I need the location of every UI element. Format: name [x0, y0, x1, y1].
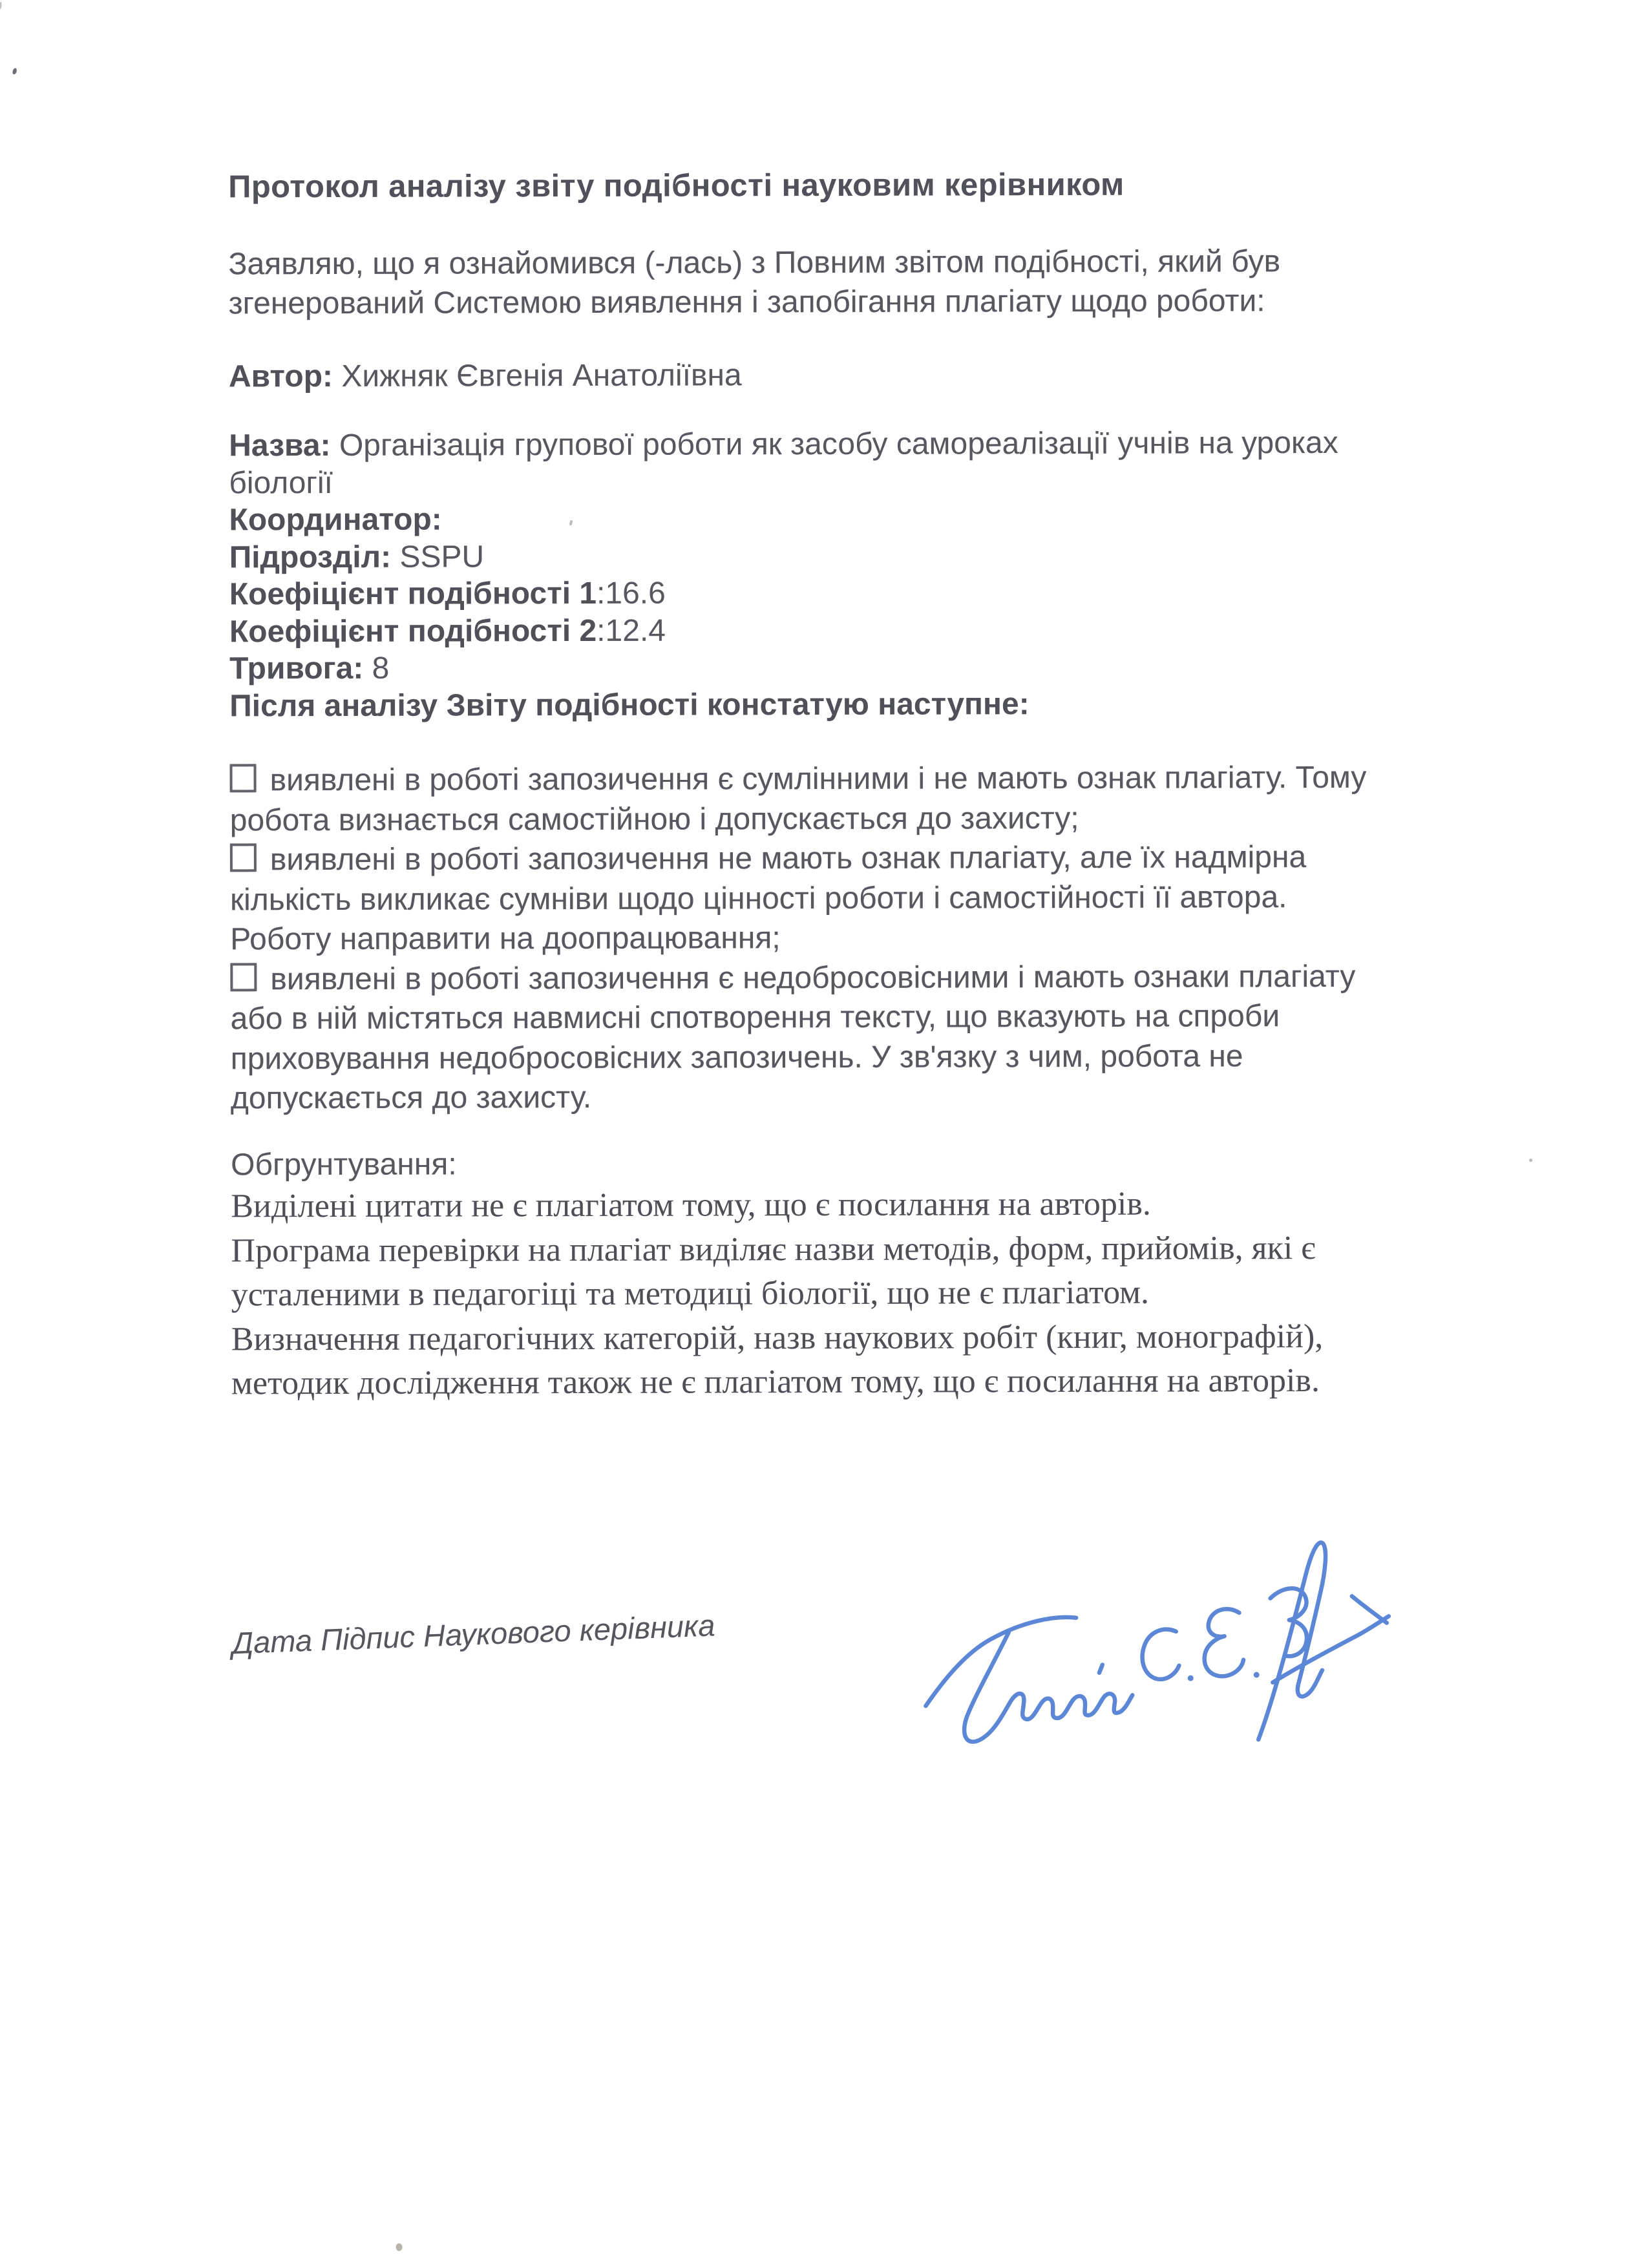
author-line: [229, 356, 742, 396]
option-line: виявлені в роботі запозичення не мають ознак плагіату, але їх надмірна: [230, 837, 1367, 880]
scan-speck: [12, 68, 17, 75]
intro-line: згенерований Системою виявлення і запобігання плагіату щодо роботи:: [228, 284, 1265, 321]
author-line-text: [229, 356, 742, 396]
field-label: Коефіцієнт подібності 1: [229, 576, 597, 612]
checkbox-icon: [229, 764, 256, 792]
field-line: [229, 425, 1338, 465]
option-line: Роботу направити на доопрацювання;: [230, 921, 781, 957]
field-label: Після аналізу Звіту подібності констатую наступне:: [229, 686, 1030, 723]
option-line: виявлені в роботі запозичення є сумлінними і не мають ознак плагіату. Тому: [229, 758, 1366, 801]
option-line: робота визнається самостійною і допускається до захисту;: [229, 801, 1079, 837]
date-signature-label: Дата Підпис Наукового керівника: [231, 1608, 716, 1661]
checkbox-options: [229, 758, 1367, 1118]
page-title: Протокол аналізу звіту подібності науковим керівником: [228, 167, 1125, 205]
justification-label: Обгрунтування:: [231, 1147, 457, 1182]
field-text: Хижняк Євгенія Анатоліївна: [332, 358, 742, 394]
field-text: :12.4: [597, 613, 666, 648]
justification-line: методик дослідження також не є плагіатом тому, що є посилання на авторів.: [231, 1361, 1320, 1402]
handwritten-signature: [905, 1535, 1397, 1756]
field-label: Коефіцієнт подібності 2: [229, 613, 597, 649]
scan-speck: [1529, 1159, 1532, 1162]
field-line: [229, 536, 1339, 576]
field-text: Організація групової роботи як засобу самореалізації учнів на уроках: [330, 425, 1338, 463]
metadata-fields: [229, 425, 1339, 724]
option-line: допускається до захисту.: [230, 1080, 592, 1116]
signature-ink: [914, 1537, 1397, 1756]
scan-speck: [396, 2243, 402, 2251]
field-label: Координатор:: [229, 502, 442, 538]
field-text: :16.6: [596, 576, 666, 611]
justification-text: [231, 1182, 1323, 1406]
field-line: [229, 610, 1339, 650]
intro-paragraph: [228, 242, 1280, 323]
field-label: Тривога:: [229, 651, 364, 686]
field-text: 8: [363, 651, 390, 686]
justification-line: Виділені цитати не є плагіатом тому, що є посилання на авторів.: [231, 1185, 1151, 1225]
field-label: Підрозділ:: [229, 540, 392, 574]
justification-line: усталеними в педагогіці та методиці біології, що не є плагіатом.: [231, 1274, 1150, 1314]
justification-line: Визначення педагогічних категорій, назв наукових робіт (книг, монографій),: [231, 1318, 1324, 1358]
option-line: виявлені в роботі запозичення є недобросовісними і мають ознаки плагіату: [230, 956, 1367, 999]
field-line: [229, 647, 1339, 688]
justification-line: Програма перевірки на плагіат виділяє назви методів, форм, прийомів, які є: [231, 1229, 1316, 1269]
checkbox-icon: [230, 843, 257, 872]
field-line: [229, 499, 1338, 539]
field-line: [229, 684, 1339, 724]
field-text: біології: [229, 465, 333, 500]
field-text: SSPU: [391, 539, 485, 574]
field-line: [229, 461, 1338, 501]
option-line: приховування недобросовісних запозичень. У зв'язку з чим, робота не: [230, 1038, 1243, 1076]
option-line: кількість викликає сумніви щодо цінності роботи і самостійності її автора.: [229, 879, 1287, 917]
field-label: Автор:: [228, 359, 333, 394]
scan-speck: [0, 2, 1, 10]
checkbox-icon: [230, 963, 257, 991]
option-line: або в ній містяться навмисні спотворення тексту, що вказують на спроби: [230, 999, 1280, 1036]
intro-line: Заявляю, що я ознайомився (-лась) з Повним звітом подібності, який був: [228, 244, 1281, 282]
field-line: [229, 573, 1339, 613]
field-label: Назва:: [229, 428, 331, 463]
